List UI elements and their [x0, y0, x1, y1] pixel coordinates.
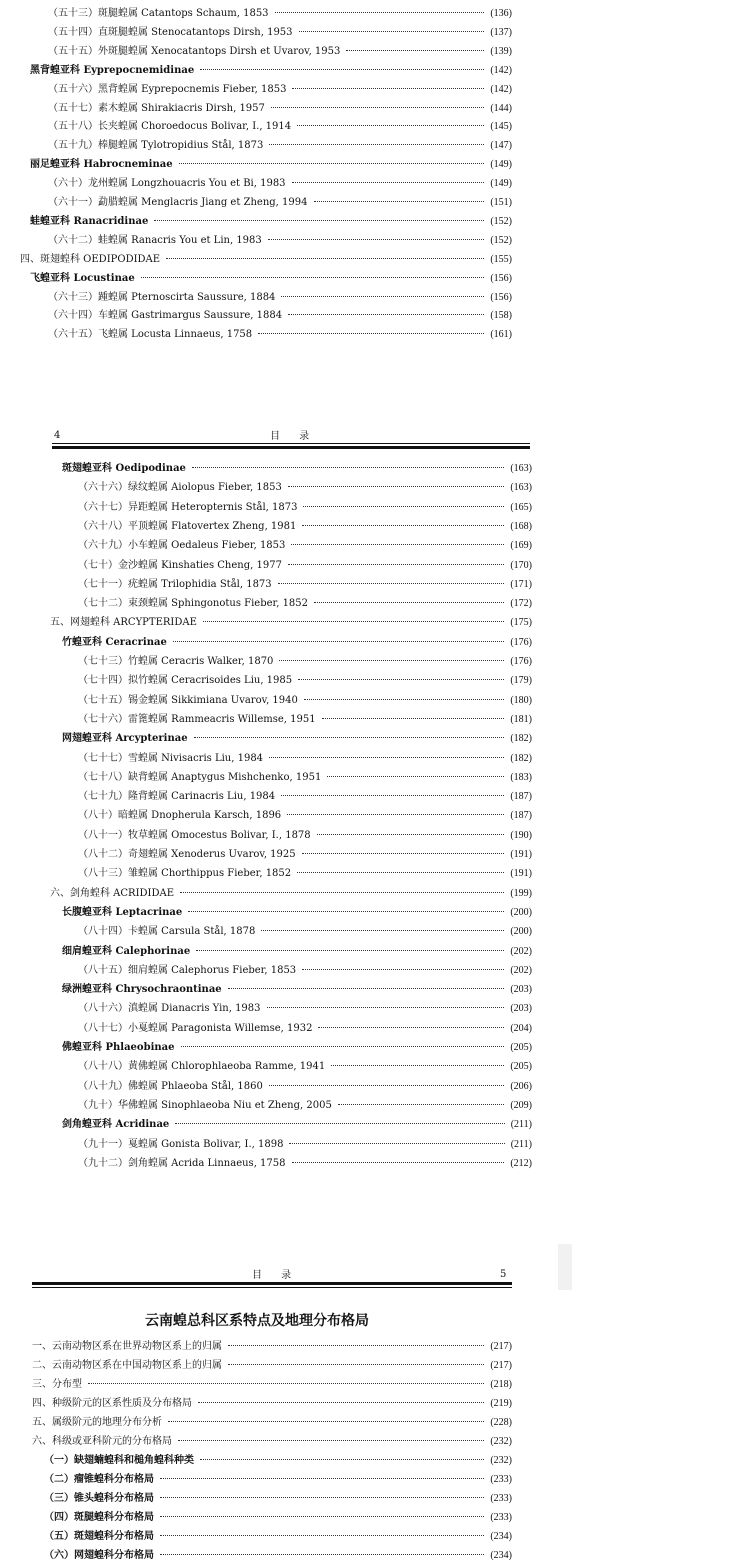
toc-entry-page: (169)	[510, 540, 532, 552]
dot-leader	[269, 757, 504, 758]
toc-entry-title: （八十）暗蝗属 Dnopherula Karsch, 1896	[78, 810, 282, 822]
toc-entry	[48, 7, 512, 21]
toc-entry-page: (187)	[510, 791, 532, 803]
toc-entry-title: （八十五）细肩蝗属 Calephorus Fieber, 1853	[78, 964, 297, 976]
toc-entry	[30, 215, 512, 229]
dot-leader	[289, 1143, 504, 1144]
toc-entry-page: (163)	[510, 482, 532, 494]
scan-shadow	[558, 1244, 572, 1290]
toc-entry-page: (200)	[510, 906, 532, 918]
dot-leader	[160, 1497, 484, 1498]
toc-entry	[48, 291, 512, 305]
dot-leader	[327, 776, 504, 777]
toc-entry-page: (228)	[490, 1417, 512, 1428]
dot-leader	[194, 737, 505, 738]
toc-entry	[78, 1060, 532, 1074]
toc-entry-page: (217)	[490, 1360, 512, 1371]
toc-entry-title: （六十三）踵蝗属 Pternoscirta Saussure, 1884	[48, 291, 276, 303]
toc-entry	[32, 1416, 512, 1430]
dot-leader	[271, 107, 484, 108]
toc-entry-title: （八十四）卡蝗属 Carsula Stål, 1878	[78, 926, 256, 938]
dot-leader	[166, 258, 484, 259]
dot-leader	[314, 201, 485, 202]
toc-entry	[62, 636, 532, 650]
dot-leader	[275, 12, 485, 13]
toc-entry-title: （一）缺翅蝻蝗科和槌角蝗科种类	[44, 1455, 194, 1466]
toc-entry	[78, 694, 532, 708]
toc-entry-title: （三）锥头蝗科分布格局	[44, 1493, 154, 1504]
toc-entry	[44, 1454, 512, 1468]
toc-entry	[78, 1157, 532, 1171]
toc-entry	[48, 234, 512, 248]
toc-entry	[20, 253, 512, 267]
toc-entry-page: (187)	[510, 810, 532, 822]
toc-entry-title: （八十九）佛蝗属 Phlaeoba Stål, 1860	[78, 1080, 263, 1092]
toc-entry-page: (202)	[510, 945, 532, 957]
toc-entry	[62, 1118, 532, 1132]
toc-entry	[32, 1359, 512, 1373]
toc-entry-title: （七十一）疣蝗属 Trilophidia Stål, 1873	[78, 578, 272, 590]
toc-entry-page: (180)	[510, 694, 532, 706]
toc-entry	[78, 771, 532, 785]
toc-entry	[78, 752, 532, 766]
toc-entry-page: (147)	[490, 140, 512, 152]
toc-entry-title: （六十五）飞蝗属 Locusta Linnaeus, 1758	[48, 329, 253, 341]
toc-entry	[78, 1022, 532, 1036]
toc-entry-title: （七十三）竹蝗属 Ceracris Walker, 1870	[78, 656, 274, 667]
toc-entry-title: （七十二）束颈蝗属 Sphingonotus Fieber, 1852	[78, 598, 309, 610]
dot-leader	[292, 1162, 505, 1163]
toc-entry	[44, 1511, 512, 1525]
toc-entry	[62, 1041, 532, 1055]
toc-entry-page: (233)	[490, 1493, 512, 1504]
toc-entry	[48, 139, 512, 153]
toc-entry-title: （五十五）外斑腿蝗属 Xenocatantops Dirsh et Uvarov, 1953	[48, 45, 341, 57]
dot-leader	[160, 1516, 484, 1517]
dot-leader	[88, 1383, 484, 1384]
toc-entry-title: 长腹蝗亚科 Leptacrinae	[62, 906, 183, 918]
dot-leader	[303, 506, 504, 507]
dot-leader	[287, 814, 504, 815]
dot-leader	[279, 660, 504, 661]
header-rule-thick	[52, 446, 530, 449]
toc-entry-title: （六）网翅蝗科分布格局	[44, 1550, 154, 1561]
toc-entry-page: (161)	[490, 329, 512, 341]
toc-entry-title: 六、剑角蝗科 ACRIDIDAE	[50, 887, 175, 899]
toc-entry-title: （九十一）戛蝗属 Gonista Bolivar, I., 1898	[78, 1138, 284, 1150]
toc-entry-title: （八十二）奇翅蝗属 Xenoderus Uvarov, 1925	[78, 849, 296, 860]
toc-entry-title: （七十六）雷篦蝗属 Rammeacris Willemse, 1951	[78, 713, 316, 725]
dot-leader	[297, 125, 484, 126]
toc-entry-title: （七十七）雪蝗属 Nivisacris Liu, 1984	[78, 752, 264, 764]
dot-leader	[175, 1123, 504, 1124]
dot-leader	[192, 467, 504, 468]
toc-entry	[50, 616, 532, 630]
toc-entry-title: （九十二）剑角蝗属 Acrida Linnaeus, 1758	[78, 1157, 286, 1169]
toc-entry-title: （七十九）隆背蝗属 Carinacris Liu, 1984	[78, 791, 276, 803]
toc-entry	[78, 790, 532, 804]
toc-entry	[62, 983, 532, 997]
toc-entry	[78, 539, 532, 553]
toc-entry	[78, 829, 532, 843]
toc-entry-page: (190)	[510, 829, 532, 841]
toc-entry-title: （六十九）小车蝗属 Oedaleus Fieber, 1853	[78, 540, 286, 552]
toc-entry	[48, 102, 512, 116]
dot-leader	[322, 718, 505, 719]
toc-entry-title: 六、科级或亚科阶元的分布格局	[32, 1436, 172, 1447]
toc-entry-title: （六十七）异距蝗属 Heteropternis Stål, 1873	[78, 501, 298, 513]
toc-entry-page: (172)	[510, 598, 532, 610]
toc-entry-title: （五十三）斑腿蝗属 Catantops Schaum, 1853	[48, 8, 269, 19]
toc-entry-page: (191)	[510, 849, 532, 860]
toc-entry	[48, 196, 512, 210]
dot-leader	[268, 239, 485, 240]
toc-entry	[48, 26, 512, 40]
toc-entry	[48, 83, 512, 97]
dot-leader	[288, 486, 504, 487]
toc-entry	[78, 1138, 532, 1152]
toc-entry-page: (176)	[510, 636, 532, 648]
toc-entry-title: 黑背蝗亚科 Eyprepocnemidinae	[30, 64, 195, 76]
toc-entry-page: (170)	[510, 559, 532, 571]
dot-leader	[331, 1065, 504, 1066]
dot-leader	[198, 1402, 484, 1403]
toc-entry-title: 五、属级阶元的地理分布分析	[32, 1417, 162, 1428]
chapter-title: 云南蝗总科区系特点及地理分布格局	[145, 1313, 369, 1329]
dot-leader	[288, 314, 484, 315]
dot-leader	[228, 1364, 484, 1365]
dot-leader	[160, 1554, 484, 1555]
toc-entry-title: （六十四）车蝗属 Gastrimargus Saussure, 1884	[48, 310, 283, 322]
toc-entry-page: (232)	[490, 1455, 512, 1466]
toc-entry-page: (234)	[490, 1531, 512, 1542]
toc-entry-page: (137)	[490, 26, 512, 38]
toc-entry	[78, 501, 532, 515]
toc-entry-page: (182)	[510, 752, 532, 764]
toc-entry-page: (209)	[510, 1099, 532, 1111]
toc-entry-title: 四、种级阶元的区系性质及分布格局	[32, 1398, 192, 1409]
toc-entry-page: (182)	[510, 733, 532, 745]
toc-entry-page: (205)	[510, 1061, 532, 1073]
dot-leader	[196, 950, 504, 951]
dot-leader	[160, 1478, 484, 1479]
toc-entry-title: （八十八）黄佛蝗属 Chlorophlaeoba Ramme, 1941	[78, 1061, 326, 1073]
toc-entry	[78, 809, 532, 823]
toc-entry-page: (176)	[510, 656, 532, 667]
dot-leader	[292, 88, 484, 89]
toc-entry	[32, 1435, 512, 1449]
toc-entry	[78, 559, 532, 573]
toc-entry-title: 丽足蝗亚科 Habrocneminae	[30, 159, 173, 171]
dot-leader	[154, 220, 484, 221]
toc-entry-page: (149)	[490, 178, 512, 190]
toc-entry-title: （八十一）牧草蝗属 Omocestus Bolivar, I., 1878	[78, 829, 311, 841]
toc-entry-page: (152)	[490, 234, 512, 246]
toc-entry-title: 绿洲蝗亚科 Chrysochraontinae	[62, 984, 222, 996]
toc-entry-page: (142)	[490, 83, 512, 95]
toc-entry-page: (142)	[490, 64, 512, 76]
dot-leader	[200, 69, 484, 70]
toc-entry-page: (191)	[510, 868, 532, 880]
toc-entry-page: (204)	[510, 1022, 532, 1034]
dot-leader	[200, 1459, 484, 1460]
toc-entry	[30, 158, 512, 172]
dot-leader	[180, 892, 504, 893]
dot-leader	[278, 583, 505, 584]
toc-entry	[44, 1473, 512, 1487]
toc-entry-page: (155)	[490, 253, 512, 265]
toc-entry-title: （七十五）锡金蝗属 Sikkimiana Uvarov, 1940	[78, 694, 298, 706]
toc-entry-page: (233)	[490, 1512, 512, 1523]
dot-leader	[317, 834, 505, 835]
toc-entry	[78, 481, 532, 495]
toc-entry-page: (149)	[490, 159, 512, 171]
toc-entry-title: （六十八）平顶蝗属 Flatovertex Zheng, 1981	[78, 520, 297, 532]
toc-entry	[78, 964, 532, 978]
dot-leader	[178, 1440, 484, 1441]
toc-entry	[30, 272, 512, 286]
header-rule-thin	[52, 443, 530, 444]
toc-entry	[32, 1340, 512, 1354]
dot-leader	[269, 1085, 505, 1086]
running-header: 目 录	[252, 1270, 300, 1281]
dot-leader	[288, 564, 504, 565]
toc-entry-title: 蛙蝗亚科 Ranacridinae	[30, 215, 149, 227]
dot-leader	[160, 1535, 484, 1536]
page-number: 4	[54, 430, 61, 441]
toc-entry-title: 剑角蝗亚科 Acridinae	[62, 1119, 170, 1131]
toc-entry-page: (206)	[510, 1080, 532, 1092]
toc-entry-page: (218)	[490, 1379, 512, 1390]
toc-entry-page: (232)	[490, 1436, 512, 1447]
toc-entry-page: (139)	[490, 45, 512, 57]
dot-leader	[203, 621, 504, 622]
toc-entry-title: （六十）龙州蝗属 Longzhouacris You et Bi, 1983	[48, 178, 286, 190]
toc-entry-title: （五十九）棒腿蝗属 Tylotropidius Stål, 1873	[48, 140, 264, 152]
toc-entry	[78, 520, 532, 534]
toc-entry-page: (212)	[510, 1157, 532, 1169]
toc-entry	[78, 674, 532, 688]
toc-entry	[78, 655, 532, 669]
toc-entry	[78, 848, 532, 862]
dot-leader	[228, 1345, 484, 1346]
dot-leader	[281, 795, 504, 796]
toc-entry-page: (181)	[510, 713, 532, 725]
toc-entry-title: 网翅蝗亚科 Arcypterinae	[62, 733, 188, 745]
toc-entry-page: (233)	[490, 1474, 512, 1485]
toc-entry	[78, 713, 532, 727]
toc-entry-title: （九十）华佛蝗属 Sinophlaeoba Niu et Zheng, 2005	[78, 1099, 332, 1111]
dot-leader	[188, 911, 504, 912]
dot-leader	[173, 641, 505, 642]
toc-entry-title: 二、云南动物区系在中国动物区系上的归属	[32, 1360, 222, 1371]
toc-entry	[50, 887, 532, 901]
toc-entry-title: （八十七）小戛蝗属 Paragonista Willemse, 1932	[78, 1022, 313, 1034]
toc-entry-page: (219)	[490, 1398, 512, 1409]
toc-entry-page: (179)	[510, 675, 532, 687]
toc-entry-page: (202)	[510, 964, 532, 976]
dot-leader	[302, 969, 504, 970]
toc-entry-title: （七十四）拟竹蝗属 Ceracrisoides Liu, 1985	[78, 675, 293, 687]
toc-entry-title: （八十三）雏蝗属 Chorthippus Fieber, 1852	[78, 868, 292, 880]
toc-entry-title: （七十八）缺背蝗属 Anaptygus Mishchenko, 1951	[78, 771, 322, 783]
toc-entry	[44, 1492, 512, 1506]
toc-entry-title: 三、分布型	[32, 1379, 82, 1390]
toc-entry-page: (168)	[510, 520, 532, 532]
dot-leader	[292, 182, 485, 183]
toc-entry-page: (211)	[510, 1119, 532, 1131]
toc-entry	[44, 1530, 512, 1544]
toc-entry-page: (156)	[490, 272, 512, 284]
toc-entry-page: (165)	[510, 501, 532, 513]
toc-entry	[48, 309, 512, 323]
toc-entry-title: （五十四）直斑腿蝗属 Stenocatantops Dirsh, 1953	[48, 26, 293, 38]
dot-leader	[291, 544, 504, 545]
toc-entry	[78, 597, 532, 611]
header-rule-thin	[32, 1287, 512, 1288]
toc-entry	[48, 45, 512, 59]
toc-entry-page: (205)	[510, 1042, 532, 1053]
toc-entry-page: (145)	[490, 121, 512, 133]
toc-entry-title: （四）斑腿蝗科分布格局	[44, 1512, 154, 1523]
toc-entry-title: （二）瘤锥蝗科分布格局	[44, 1474, 154, 1485]
header-rule-thick	[32, 1282, 512, 1285]
toc-entry-title: （六十六）绿纹蝗属 Aiolopus Fieber, 1853	[78, 482, 282, 494]
dot-leader	[298, 679, 504, 680]
toc-entry	[32, 1378, 512, 1392]
toc-entry-page: (183)	[510, 771, 532, 783]
toc-entry-title: 一、云南动物区系在世界动物区系上的归属	[32, 1341, 222, 1352]
toc-entry-page: (136)	[490, 8, 512, 19]
toc-entry	[32, 1397, 512, 1411]
toc-entry-page: (171)	[510, 578, 532, 590]
dot-leader	[168, 1421, 484, 1422]
toc-entry-title: （七十）金沙蝗属 Kinshaties Cheng, 1977	[78, 559, 282, 571]
toc-entry-title: 飞蝗亚科 Locustinae	[30, 272, 135, 284]
toc-entry-title: 竹蝗亚科 Ceracrinae	[62, 636, 167, 648]
dot-leader	[181, 1046, 505, 1047]
dot-leader	[267, 1007, 505, 1008]
toc-entry-title: 细肩蝗亚科 Calephorinae	[62, 945, 191, 957]
toc-entry	[62, 462, 532, 476]
toc-entry-page: (175)	[510, 617, 532, 629]
toc-entry	[30, 64, 512, 78]
toc-entry-title: （五十八）长夹蝗属 Choroedocus Bolivar, I., 1914	[48, 121, 292, 133]
dot-leader	[314, 602, 504, 603]
running-header: 目 录	[270, 431, 318, 442]
toc-entry	[78, 1099, 532, 1113]
toc-entry-page: (234)	[490, 1550, 512, 1561]
dot-leader	[302, 853, 505, 854]
dot-leader	[302, 525, 504, 526]
toc-entry-page: (144)	[490, 102, 512, 114]
dot-leader	[261, 930, 504, 931]
toc-entry	[62, 906, 532, 920]
toc-entry-title: 五、网翅蝗科 ARCYPTERIDAE	[50, 617, 197, 629]
toc-entry-page: (163)	[510, 463, 532, 474]
dot-leader	[297, 872, 504, 873]
toc-entry-page: (217)	[490, 1341, 512, 1352]
toc-entry-title: （八十六）滇蝗属 Dianacris Yin, 1983	[78, 1003, 261, 1015]
toc-entry-title: 四、斑翅蝗科 OEDIPODIDAE	[20, 253, 161, 265]
toc-entry	[78, 1002, 532, 1016]
toc-entry	[48, 177, 512, 191]
toc-entry	[78, 1080, 532, 1094]
toc-entry-title: （六十二）蛙蝗属 Ranacris You et Lin, 1983	[48, 234, 262, 246]
toc-entry-page: (151)	[490, 197, 512, 208]
toc-entry	[78, 867, 532, 881]
toc-entry	[78, 578, 532, 592]
dot-leader	[141, 277, 485, 278]
toc-entry-page: (211)	[510, 1138, 532, 1150]
toc-entry-page: (158)	[490, 310, 512, 322]
toc-entry-title: （五十七）素木蝗属 Shirakiacris Dirsh, 1957	[48, 102, 265, 114]
toc-entry-page: (199)	[510, 887, 532, 899]
toc-entry-page: (203)	[510, 1003, 532, 1015]
dot-leader	[281, 296, 484, 297]
dot-leader	[346, 50, 484, 51]
dot-leader	[228, 988, 505, 989]
toc-entry	[62, 732, 532, 746]
toc-entry	[78, 925, 532, 939]
dot-leader	[269, 144, 484, 145]
toc-entry-page: (156)	[490, 291, 512, 303]
toc-entry-page: (203)	[510, 984, 532, 996]
toc-entry-title: （五）斑翅蝗科分布格局	[44, 1531, 154, 1542]
toc-entry	[48, 120, 512, 134]
dot-leader	[258, 333, 484, 334]
toc-entry-title: 斑翅蝗亚科 Oedipodinae	[62, 463, 186, 474]
dot-leader	[304, 699, 504, 700]
toc-entry-title: （六十一）勐腊蝗属 Menglacris Jiang et Zheng, 1994	[48, 197, 308, 208]
toc-entry-page: (200)	[510, 926, 532, 938]
toc-entry	[44, 1549, 512, 1563]
page-number: 5	[500, 1269, 507, 1280]
dot-leader	[318, 1027, 504, 1028]
dot-leader	[338, 1104, 505, 1105]
toc-entry	[62, 945, 532, 959]
dot-leader	[179, 163, 485, 164]
dot-leader	[299, 31, 485, 32]
toc-entry	[48, 328, 512, 342]
toc-entry-title: （五十六）黑背蝗属 Eyprepocnemis Fieber, 1853	[48, 83, 287, 95]
toc-entry-title: 佛蝗亚科 Phlaeobinae	[62, 1042, 175, 1053]
toc-entry-page: (152)	[490, 215, 512, 227]
